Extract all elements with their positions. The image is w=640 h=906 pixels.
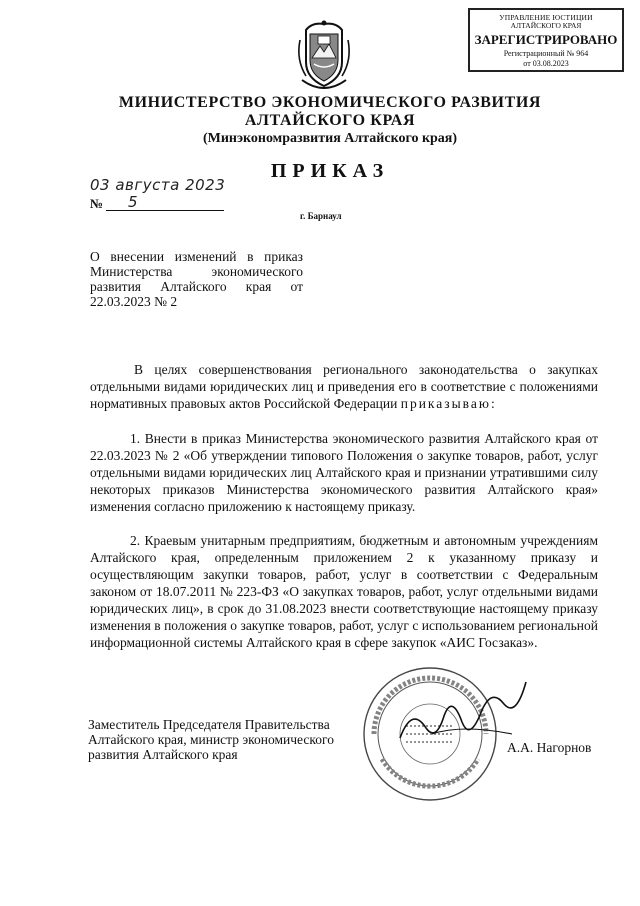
ministry-name-line-1: МИНИСТЕРСТВО ЭКОНОМИЧЕСКОГО РАЗВИТИЯ [118, 94, 542, 111]
signatory-line-2: Алтайского края, министр экономического [88, 732, 334, 747]
stamp-reg-number: Регистрационный № 964 [503, 49, 589, 58]
order-subject: О внесении изменений в приказ Министерства экономического развития Алтайского края от 22.03.2023 № 2 [90, 249, 303, 309]
ministry-name-line-2: АЛТАЙСКОГО КРАЯ [244, 112, 416, 129]
body-paragraph-1: 1. Внести в приказ Министерства экономического развития Алтайского края от 22.03.2023 № 2 «Об утверждении типового Положения о закупке товаров, работ, услуг отдельными видами юридических лиц Алтайского края и признании утратившими силу некоторых приказов Министерства экономического развития Алтайского края» изменения согласно приложению к настоящему приказу. [90, 431, 598, 514]
stamp-line-2: АЛТАЙСКОГО КРАЯ [510, 21, 582, 30]
preamble-order-word: приказываю: [400, 396, 497, 411]
number-underline [106, 210, 224, 211]
altai-coat-of-arms-icon [292, 20, 356, 96]
stamp-reg-date: от 03.08.2023 [523, 59, 569, 68]
signatory-position [88, 717, 378, 762]
number-label: № [90, 196, 104, 211]
document-type-title: ПРИКАЗ [270, 160, 390, 182]
body-paragraph-2: 2. Краевым унитарным предприятиям, бюджетным и автономным учреждениям Алтайского края, определенным приложением 2 к указанному приказу и осуществляющим закупки товаров, работ, услуг в соответствии с Федеральным законом от 18.07.2011 № 223-ФЗ «О закупках товаров, работ, услуг отдельными видами юридических лиц», в срок до 31.08.2023 внести соответствующие настоящему приказу изменения в положения о закупке товаров, работ, услуг с использованием региональной информационной системы Алтайского края в сфере закупок «АИС Госзаказ». [90, 533, 598, 650]
signatory-line-3: развития Алтайского края [88, 747, 238, 762]
registration-stamp [468, 8, 624, 72]
city-label: г. Барнаул [300, 211, 342, 221]
ministry-short-name: (Минэкономразвития Алтайского края) [202, 131, 458, 146]
stamp-status: ЗАРЕГИСТРИРОВАНО [474, 32, 618, 47]
handwritten-date: 03 августа 2023 [90, 176, 226, 194]
stamp-line-1: УПРАВЛЕНИЕ ЮСТИЦИИ [499, 13, 593, 22]
signatory-line-1: Заместитель Председателя Правительства [88, 717, 330, 732]
signer-name: А.А. Нагорнов [507, 740, 592, 755]
handwritten-number: 5 [128, 193, 138, 211]
preamble-text: В целях совершенствования регионального законодательства о закупках отдельными видами юридических лиц и приведения его в соответствие с положениями нормативных правовых актов Российской Федерации [90, 362, 598, 411]
body-paragraph-preamble [90, 361, 598, 412]
